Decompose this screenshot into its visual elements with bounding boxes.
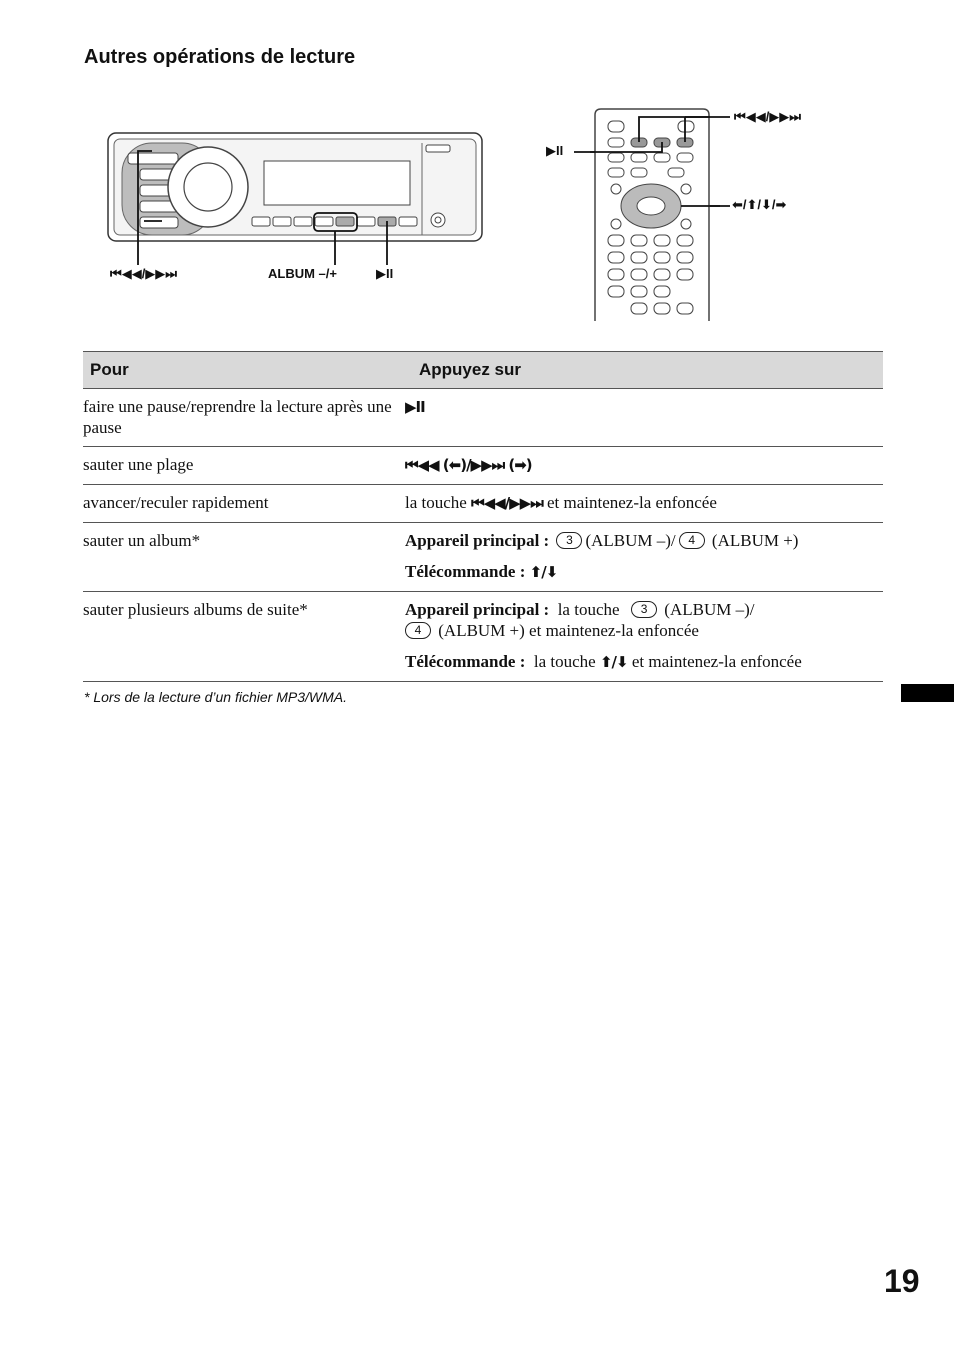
row-action: sauter plusieurs albums de suite* (83, 592, 405, 682)
album-plus: (ALBUM +) (711, 531, 799, 550)
head-play-pause-label: ▶II (376, 266, 394, 281)
table-row (83, 523, 883, 592)
operations-table (83, 351, 883, 682)
album-minus: (ALBUM –)/ (585, 531, 676, 550)
row-press (405, 592, 883, 682)
row-action: faire une pause/reprendre la lecture après une pause (83, 389, 405, 447)
album-plus-suffix: (ALBUM +) et maintenez-la enfoncée (438, 621, 699, 640)
row-action: sauter une plage (83, 447, 405, 485)
skip-symbol: ⏮◀◀ (⬅)/▶▶⏭ (➡) (405, 456, 532, 474)
remote-skip-label: ⏮◀◀/▶▶⏭ (734, 109, 802, 124)
remote-label: Télécommande : (405, 562, 526, 581)
remote-leader-lines (570, 105, 740, 225)
head-skip-label: ⏮◀◀/▶▶⏭ (110, 266, 178, 281)
row-action: sauter un album* (83, 523, 405, 592)
button-3-icon: 3 (556, 532, 582, 549)
up-down-arrow-icon: ⬆/⬇ (529, 563, 558, 581)
button-4-icon: 4 (405, 622, 431, 639)
remote-suffix: et maintenez-la enfoncée (631, 652, 802, 671)
footnote: * Lors de la lecture d’un fichier MP3/WMA. (84, 689, 347, 705)
page-number: 19 (884, 1263, 920, 1299)
head-unit-illustration (100, 125, 490, 270)
button-3-icon: 3 (631, 601, 657, 618)
section-tab-marker (901, 684, 954, 702)
row-press (405, 447, 883, 485)
row-press (405, 389, 883, 447)
table-row (83, 485, 883, 523)
play-pause-symbol: ▶II (405, 398, 425, 416)
skip-symbol: ⏮◀◀/▶▶⏭ (471, 494, 543, 512)
up-down-arrow-icon: ⬆/⬇ (599, 653, 628, 671)
head-album-label: ALBUM –/+ (268, 266, 337, 281)
table-header-pour: Pour (83, 352, 405, 389)
row-action: avancer/reculer rapidement (83, 485, 405, 523)
main-unit-label: Appareil principal : (405, 600, 550, 619)
album-minus: (ALBUM –)/ (664, 600, 755, 619)
press-suffix: et maintenez-la enfoncée (542, 493, 717, 512)
main-unit-label: Appareil principal : (405, 531, 550, 550)
table-row (83, 447, 883, 485)
row-press (405, 523, 883, 592)
remote-label: Télécommande : (405, 652, 526, 671)
remote-prefix: la touche (533, 652, 596, 671)
row-press (405, 485, 883, 523)
table-row (83, 389, 883, 447)
remote-arrows-label: ⬅/⬆/⬇/➡ (732, 197, 787, 212)
table-header-appuyez: Appuyez sur (405, 352, 883, 389)
button-4-icon: 4 (679, 532, 705, 549)
table-row (83, 592, 883, 682)
remote-play-pause-label: ▶II (546, 143, 564, 158)
press-prefix: la touche (557, 600, 620, 619)
press-prefix: la touche (405, 493, 472, 512)
section-title: Autres opérations de lecture (84, 46, 356, 68)
